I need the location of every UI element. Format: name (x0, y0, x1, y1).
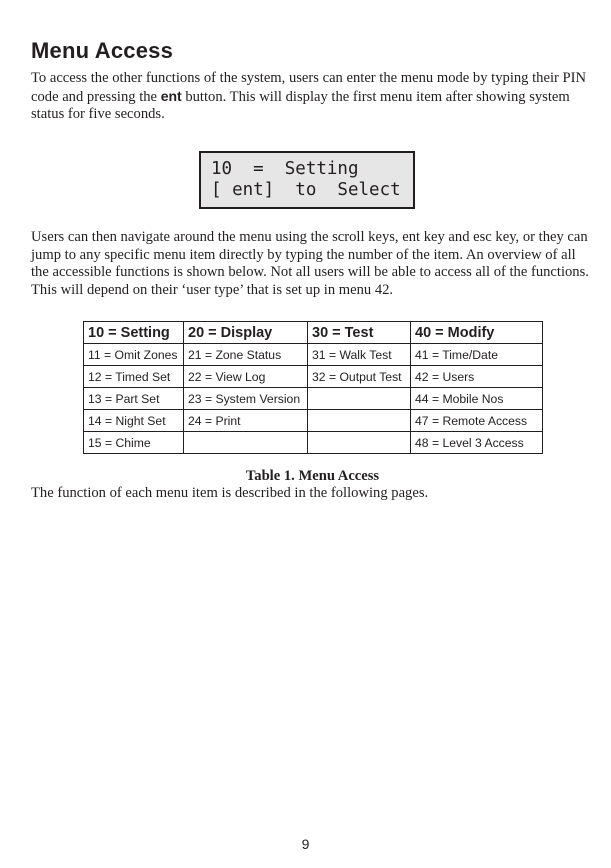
table-cell: 32 = Output Test (308, 366, 411, 388)
table-cell: 21 = Zone Status (184, 344, 308, 366)
table-cell (308, 388, 411, 410)
table-row (84, 344, 543, 366)
table-row (84, 388, 543, 410)
table-row (84, 432, 543, 454)
table-header-cell: 20 = Display (184, 322, 308, 344)
table-cell: 15 = Chime (84, 432, 184, 454)
table-cell: 41 = Time/Date (411, 344, 543, 366)
table-row (84, 410, 543, 432)
table-cell: 47 = Remote Access (411, 410, 543, 432)
navigation-paragraph: Users can then navigate around the menu using the scroll keys, ent key and esc key, or they can jump to any specific menu item directly by typing the number of the item. An overview of all the accessible functions is shown below. Not all users will be able to access all of the functions. This will depend on their ‘user type’ that is set up in menu 42. (31, 229, 589, 298)
lcd-display (199, 151, 415, 209)
table-caption: Table 1. Menu Access (245, 468, 380, 484)
table-header-cell: 10 = Setting (84, 322, 184, 344)
intro-text-after: button. This will display the first menu item after showing system status for five seconds. (31, 88, 570, 122)
table-row (84, 366, 543, 388)
closing-paragraph: The function of each menu item is described in the following pages. (31, 485, 429, 501)
table-cell: 44 = Mobile Nos (411, 388, 543, 410)
menu-access-table (83, 321, 543, 454)
table-cell: 31 = Walk Test (308, 344, 411, 366)
table-cell: 13 = Part Set (84, 388, 184, 410)
lcd-line-1: 10 = Setting (211, 159, 359, 179)
table-cell: 23 = System Version (184, 388, 308, 410)
table-header-cell: 30 = Test (308, 322, 411, 344)
table-cell (308, 432, 411, 454)
table-cell: 48 = Level 3 Access (411, 432, 543, 454)
table-header-cell: 40 = Modify (411, 322, 543, 344)
table-cell: 12 = Timed Set (84, 366, 184, 388)
lcd-line-2: [ ent] to Select (211, 180, 401, 200)
ent-key-label: ent (160, 87, 182, 104)
table-cell (184, 432, 308, 454)
page-number: 9 (301, 836, 310, 852)
table-cell: 24 = Print (184, 410, 308, 432)
intro-text-before: To access the other functions of the system, users can enter the menu mode by typing their PIN code and pressing the (31, 70, 587, 105)
table-header-row (84, 322, 543, 344)
table-cell: 42 = Users (411, 366, 543, 388)
intro-paragraph (31, 70, 591, 124)
table-cell (308, 410, 411, 432)
page-heading: Menu Access (31, 38, 173, 63)
table-cell: 14 = Night Set (84, 410, 184, 432)
table-cell: 11 = Omit Zones (84, 344, 184, 366)
table-cell: 22 = View Log (184, 366, 308, 388)
